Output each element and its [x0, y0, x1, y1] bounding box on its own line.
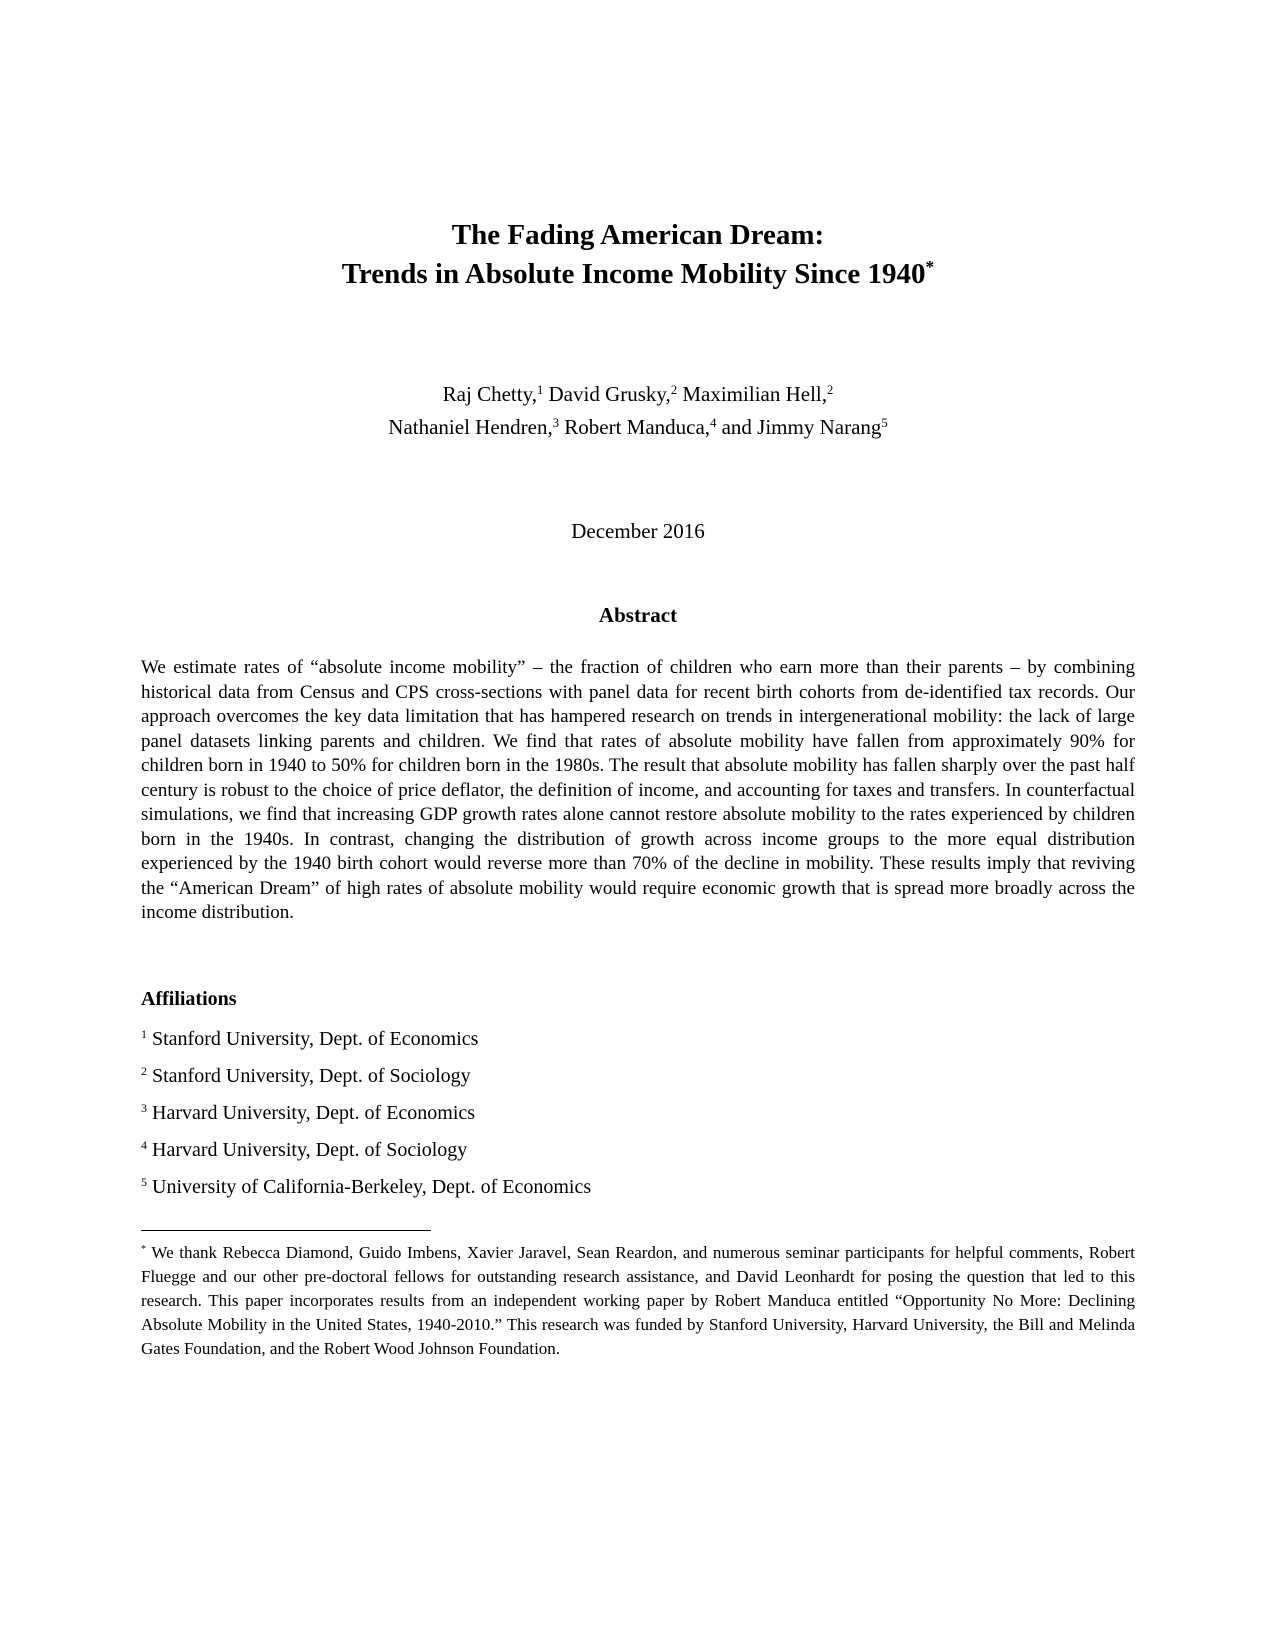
footnote-body: We thank Rebecca Diamond, Guido Imbens, Xavier Jaravel, Sean Reardon, and numerous seminar participants for helpful comments, Robert Fluegge and our other pre-doctoral fellows for outstanding research assistance, and David Leonhardt for posing the question that led to this research. This paper incorporates results from an independent working paper by Robert Manduca entitled “Opportunity No More: Declining Absolute Mobility in the United States, 1940-2010.” This research was funded by Stanford University, Harvard University, the Bill and Melinda Gates Foundation, and the Robert Wood Johnson Foundation. — [141, 1242, 1135, 1358]
affiliation-marker: 3 — [141, 1100, 147, 1115]
author-affiliation-marker: 1 — [536, 383, 544, 398]
publication-date: December 2016 — [571, 519, 705, 543]
footnote-divider — [141, 1230, 431, 1231]
author-affiliation-marker: 5 — [881, 416, 888, 431]
affiliation-marker: 5 — [141, 1174, 147, 1189]
affiliation-marker: 1 — [141, 1026, 147, 1041]
affiliation-item — [141, 1137, 1135, 1163]
author-line-2 — [141, 411, 1135, 444]
affiliation-text: Harvard University, Dept. of Sociology — [152, 1138, 468, 1161]
paper-title — [141, 216, 1135, 294]
footnote-marker: * — [141, 1243, 147, 1255]
author-name: and Jimmy Narang — [721, 415, 882, 439]
affiliation-marker: 4 — [141, 1137, 147, 1152]
author-name: Robert Manduca, — [564, 415, 711, 439]
affiliation-item — [141, 1174, 1135, 1200]
author-name: Raj Chetty, — [442, 382, 537, 406]
author-line-1 — [141, 378, 1135, 411]
footnote-text — [141, 1241, 1135, 1361]
abstract-text: We estimate rates of “absolute income mobility” – the fraction of children who earn more than their parents – by combining historical data from Census and CPS cross-sections with panel data for recent birth cohorts from de-identified tax records. Our approach overcomes the key data limitation that has hampered research on trends in intergenerational mobility: the lack of large panel datasets linking parents and children. We find that rates of absolute mobility have fallen from approximately 90% for children born in 1940 to 50% for children born in the 1980s. The result that absolute mobility has fallen sharply over the past half century is robust to the choice of price deflator, the definition of income, and accounting for taxes and transfers. In counterfactual simulations, we find that increasing GDP growth rates alone cannot restore absolute mobility to the rates experienced by children born in the 1940s. In contrast, changing the distribution of growth across income groups to the more equal distribution experienced by the 1940 birth cohort would reverse more than 70% of the decline in mobility. These results imply that reviving the “American Dream” of high rates of absolute mobility would require economic growth that is spread more broadly across the income distribution. — [141, 657, 1135, 923]
affiliation-text: University of California-Berkeley, Dept. of Economics — [152, 1175, 592, 1198]
title-line-1: The Fading American Dream: — [451, 219, 825, 251]
title-footnote-marker: * — [925, 257, 935, 278]
author-name: David Grusky, — [548, 382, 671, 406]
affiliation-item — [141, 1026, 1135, 1052]
author-name: Nathaniel Hendren, — [388, 415, 553, 439]
abstract-heading: Abstract — [598, 603, 678, 627]
affiliation-item — [141, 1063, 1135, 1089]
affiliation-list — [141, 1026, 1135, 1200]
author-affiliation-marker: 4 — [710, 416, 717, 431]
author-affiliation-marker: 2 — [827, 383, 834, 398]
affiliation-marker: 2 — [141, 1063, 147, 1078]
author-affiliation-marker: 2 — [670, 383, 678, 398]
affiliations-heading: Affiliations — [141, 987, 237, 1010]
author-affiliation-marker: 3 — [552, 416, 560, 431]
title-line-2: Trends in Absolute Income Mobility Since 1940 — [341, 258, 926, 290]
author-name: Maximilian Hell, — [682, 382, 828, 406]
author-list — [141, 378, 1135, 444]
affiliation-text: Stanford University, Dept. of Sociology — [152, 1064, 471, 1087]
affiliation-text: Stanford University, Dept. of Economics — [152, 1027, 479, 1050]
affiliation-item — [141, 1100, 1135, 1126]
affiliation-text: Harvard University, Dept. of Economics — [152, 1101, 476, 1124]
